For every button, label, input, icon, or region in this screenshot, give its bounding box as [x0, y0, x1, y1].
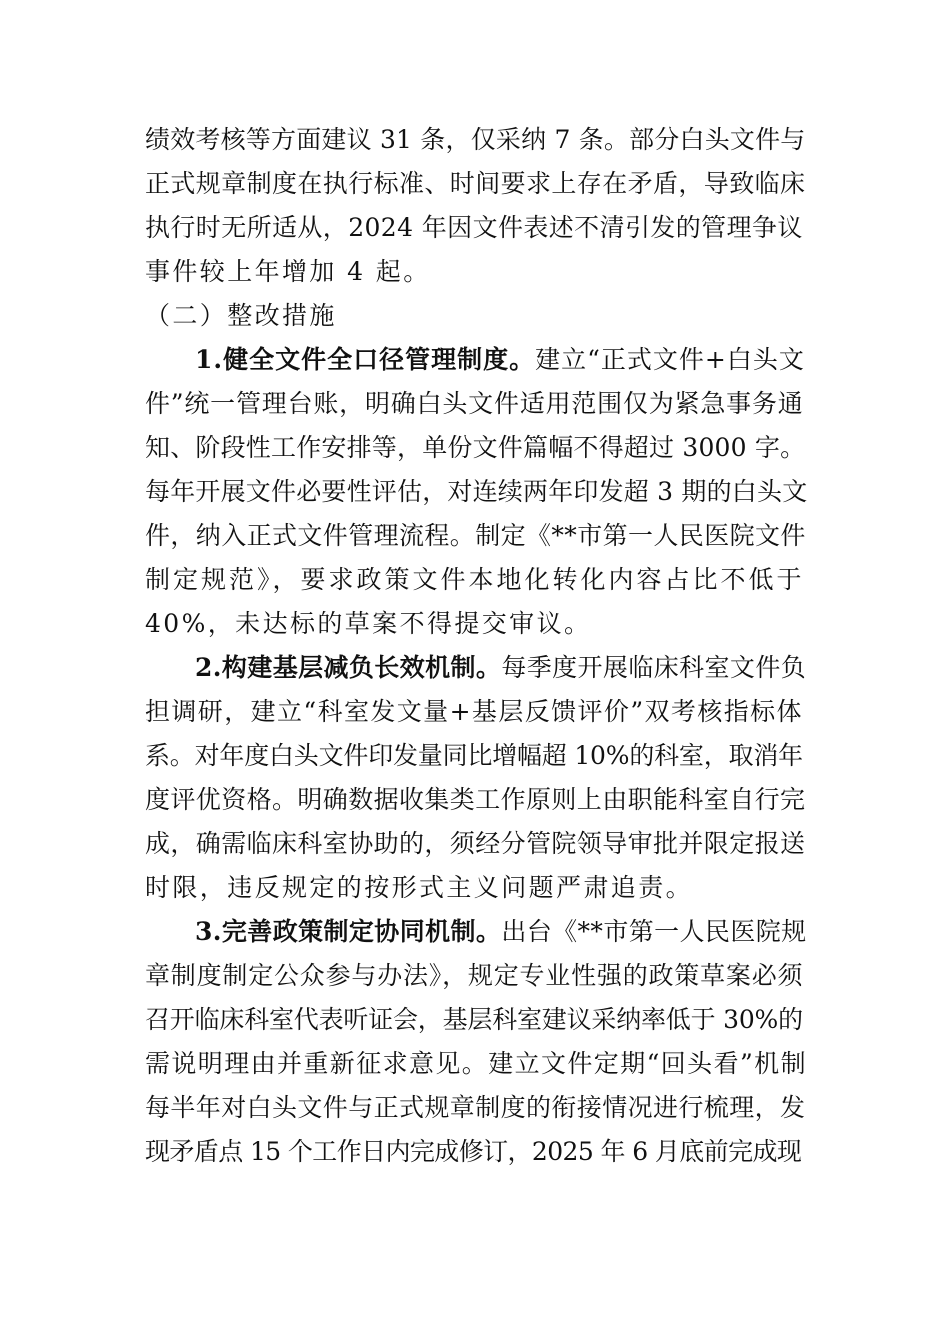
text-line: 正式规章制度在执行标准、时间要求上存在矛盾，导致临床 [145, 169, 806, 198]
paragraph-measure-1 [145, 338, 807, 646]
text-line [145, 910, 807, 954]
text-line: 时限，违反规定的按形式主义问题严肃追责。 [145, 873, 694, 902]
text-line [145, 338, 807, 382]
text-line: 需说明理由并重新征求意见。建立文件定期“回头看”机制 [145, 1049, 807, 1078]
text-line: 度评优资格。明确数据收集类工作原则上由职能科室自行完 [145, 785, 806, 814]
text-line: 章制度制定公众参与办法》，规定专业性强的政策草案必须 [145, 961, 804, 990]
measure-lead: 2.构建基层减负长效机制。 [195, 653, 502, 682]
measure-first-line-text: 建立“正式文件+白头文 [535, 345, 805, 374]
text-line: 成，确需临床科室协助的，须经分管院领导审批并限定报送 [145, 829, 806, 858]
text-line: 每半年对白头文件与正式规章制度的衔接情况进行梳理，发 [145, 1093, 806, 1122]
measure-first-line-text: 出台《**市第一人民医院规 [501, 917, 807, 946]
section-heading-text: （二）整改措施 [145, 301, 337, 330]
paragraph-measure-3 [145, 910, 807, 1174]
text-line: 事件较上年增加 4 起。 [145, 257, 431, 286]
text-line: 知、阶段性工作安排等，单份文件篇幅不得超过 3000 字。 [145, 433, 806, 462]
text-line: 件”统一管理台账，明确白头文件适用范围仅为紧急事务通 [145, 389, 804, 418]
document-body [145, 118, 807, 1174]
paragraph-measure-2 [145, 646, 807, 910]
text-line: 件，纳入正式文件管理流程。制定《**市第一人民医院文件 [145, 521, 806, 550]
text-line: 绩效考核等方面建议 31 条，仅采纳 7 条。部分白头文件与 [145, 125, 806, 154]
text-line: 现矛盾点 15 个工作日内完成修订，2025 年 6 月底前完成现 [145, 1137, 802, 1166]
text-line [145, 646, 807, 690]
measure-lead: 3.完善政策制定协同机制。 [195, 917, 502, 946]
text-line: 召开临床科室代表听证会，基层科室建议采纳率低于 30%的 [145, 1005, 803, 1034]
section-heading [145, 294, 807, 338]
text-line: 系。对年度白头文件印发量同比增幅超 10%的科室，取消年 [145, 741, 803, 770]
text-line: 执行时无所适从，2024 年因文件表述不清引发的管理争议 [145, 213, 803, 242]
text-line: 制定规范》，要求政策文件本地化转化内容占比不低于 [145, 565, 805, 594]
paragraph-intro [145, 118, 807, 294]
text-line: 40%，未达标的草案不得提交审议。 [145, 609, 592, 638]
text-line: 担调研，建立“科室发文量+基层反馈评价”双考核指标体 [145, 697, 803, 726]
measure-lead: 1.健全文件全口径管理制度。 [195, 345, 536, 374]
text-line: 每年开展文件必要性评估，对连续两年印发超 3 期的白头文 [145, 477, 808, 506]
measure-first-line-text: 每季度开展临床科室文件负 [501, 653, 807, 682]
